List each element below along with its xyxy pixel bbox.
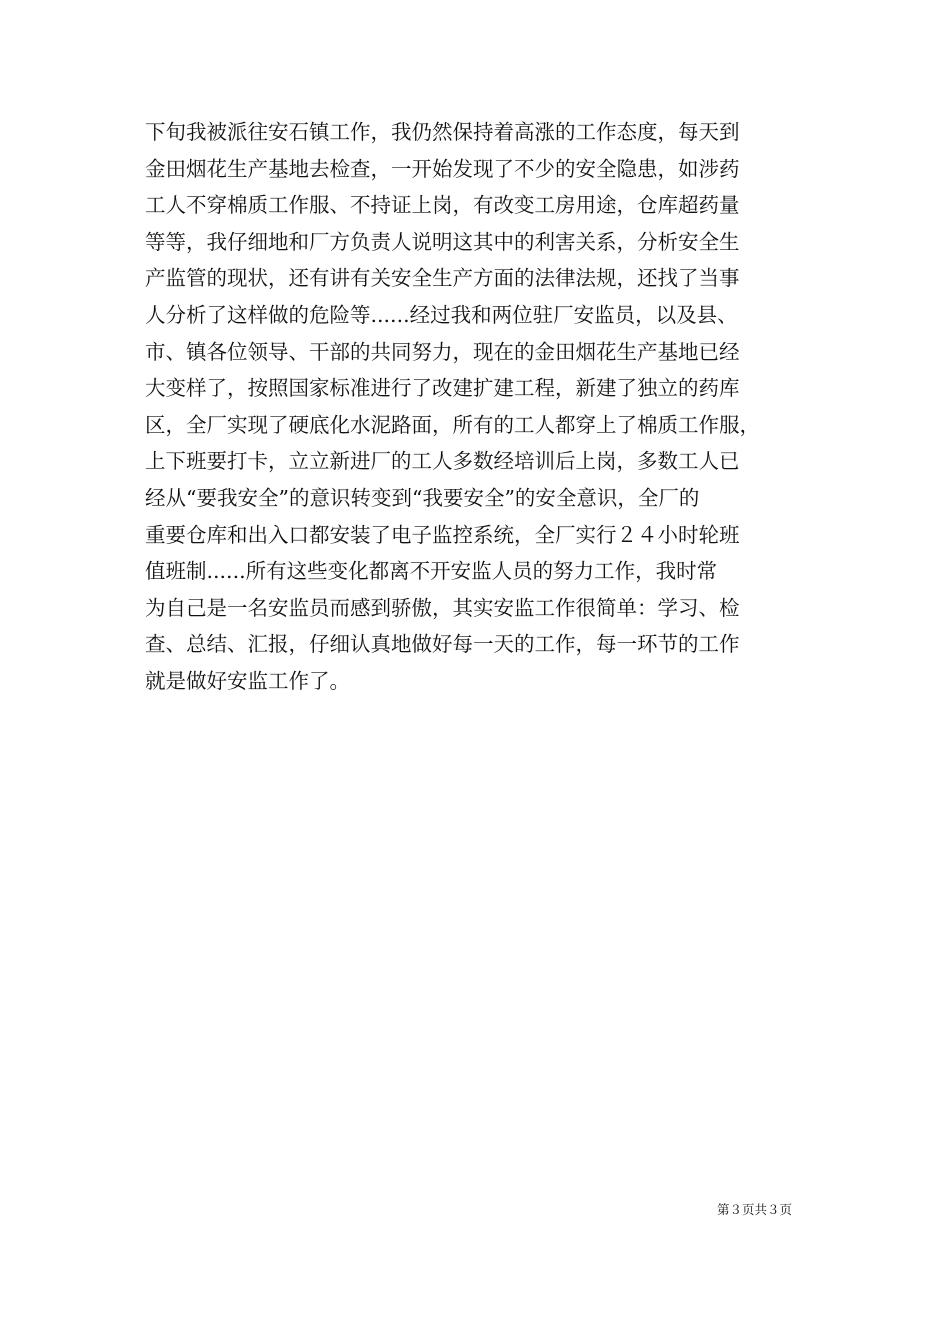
paragraph-line: 区，全厂实现了硬底化水泥路面，所有的工人都穿上了棉质工作服， <box>145 412 760 437</box>
paragraph-line: 大变样了，按照国家标准进行了改建扩建工程，新建了独立的药库 <box>145 376 740 401</box>
paragraph-line: 人分析了这样做的危险等......经过我和两位驻厂安监员，以及县、 <box>145 302 738 327</box>
paragraph-line: 市、镇各位领导、干部的共同努力，现在的金田烟花生产基地已经 <box>145 339 740 364</box>
paragraph-line: 为自己是一名安监员而感到骄傲，其实安监工作很简单：学习、检 <box>145 595 740 620</box>
paragraph-line: 产监管的现状，还有讲有关安全生产方面的法律法规，还找了当事 <box>145 266 740 291</box>
page-number-footer: 第３页共３页 <box>717 1202 793 1217</box>
paragraph-line: 就是做好安监工作了。 <box>145 668 350 693</box>
paragraph-line: 下旬我被派往安石镇工作，我仍然保持着高涨的工作态度，每天到 <box>145 120 740 144</box>
paragraph-line: 值班制......所有这些变化都离不开安监人员的努力工作，我时常 <box>145 559 718 584</box>
paragraph-line: 等等，我仔细地和厂方负责人说明这其中的利害关系，分析安全生 <box>145 229 740 254</box>
body-paragraph <box>145 114 825 700</box>
paragraph-line: 重要仓库和出入口都安装了电子监控系统，全厂实行２４小时轮班 <box>145 522 740 547</box>
paragraph-line: 金田烟花生产基地去检查，一开始发现了不少的安全隐患，如涉药 <box>145 156 740 181</box>
paragraph-line: 上下班要打卡，立立新进厂的工人多数经培训后上岗，多数工人已 <box>145 449 740 474</box>
paragraph-line: 经从“要我安全”的意识转变到“我要安全”的安全意识，全厂的 <box>145 485 700 510</box>
paragraph-line: 查、总结、汇报，仔细认真地做好每一天的工作，每一环节的工作 <box>145 632 740 657</box>
paragraph-line: 工人不穿棉质工作服、不持证上岗，有改变工房用途，仓库超药量 <box>145 193 740 218</box>
